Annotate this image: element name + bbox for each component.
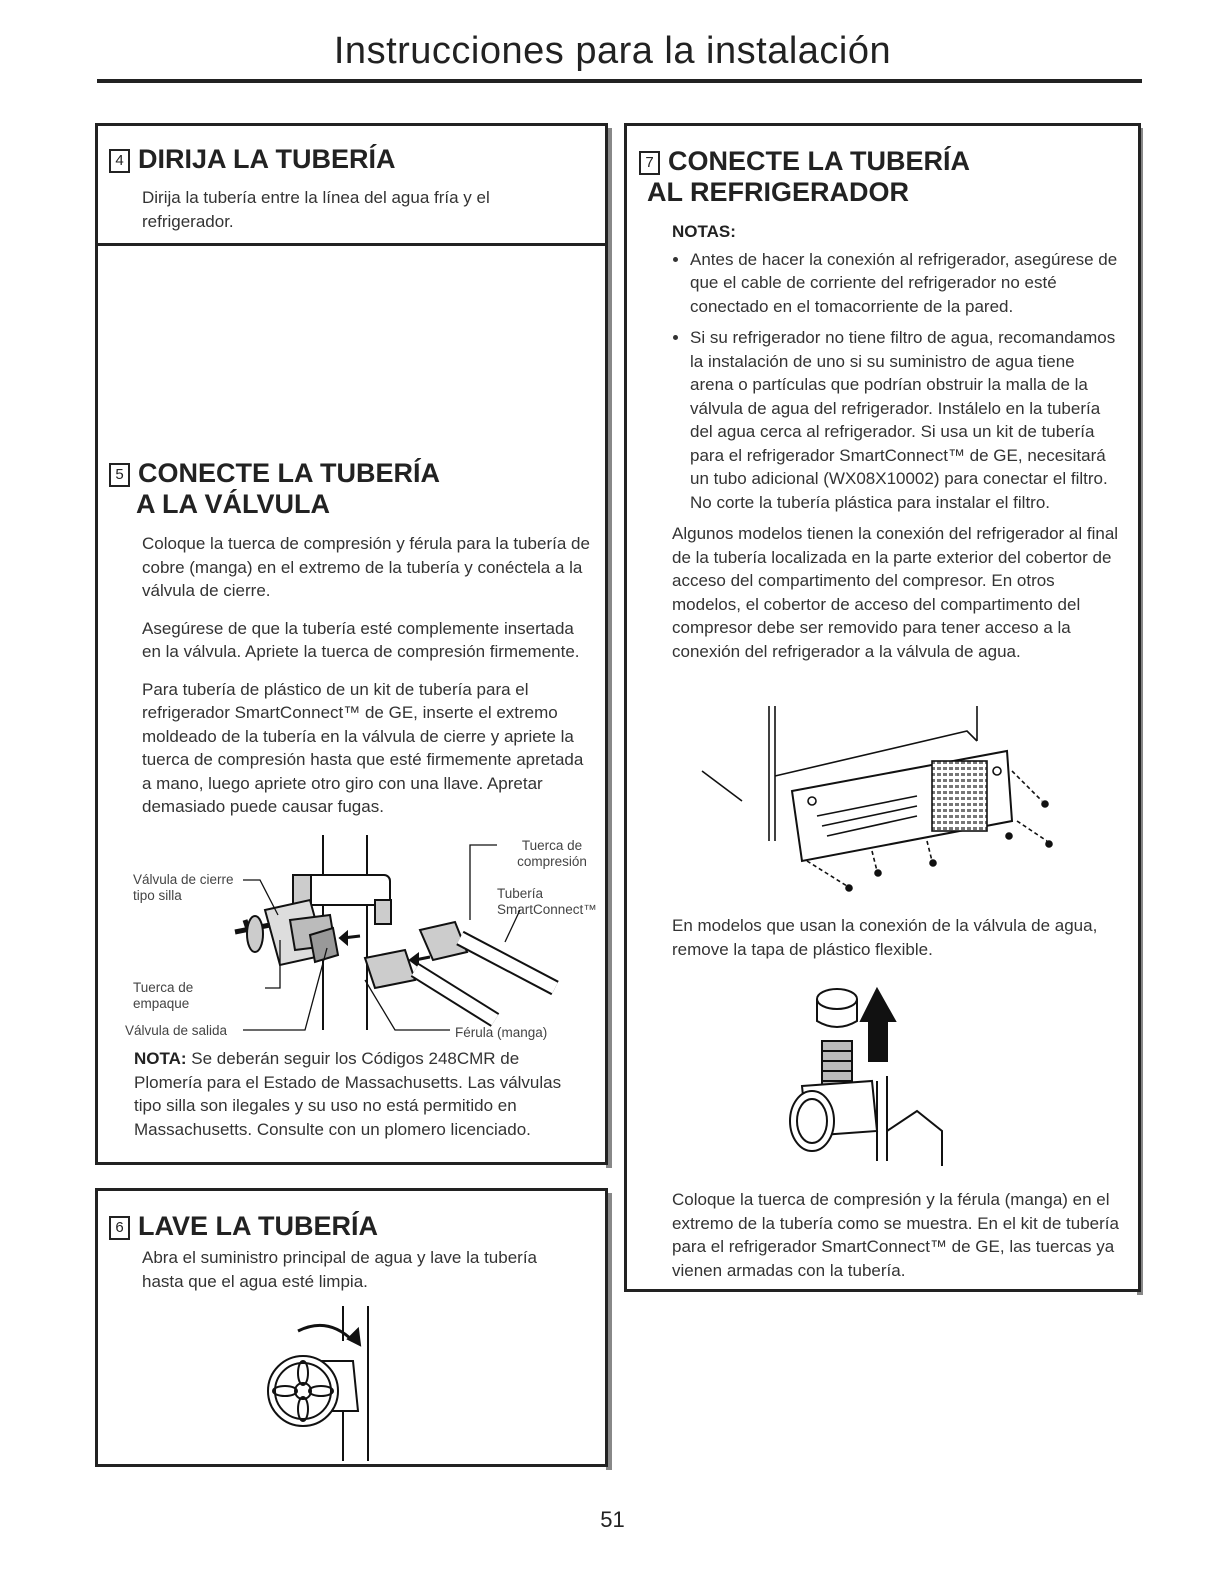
step5-note-label: NOTA: [134, 1049, 187, 1068]
step7-title-line1: CONECTE LA TUBERÍA [668, 146, 970, 176]
step5-title-line2: A LA VÁLVULA [136, 489, 330, 519]
step6-title [109, 1211, 378, 1242]
step6-title-text: LAVE LA TUBERÍA [138, 1211, 378, 1241]
step6-box [95, 1188, 608, 1467]
page-title: Instrucciones para la instalación [333, 30, 892, 72]
step5-p3: Para tubería de plástico de un kit de tubería para el refrigerador SmartConnect™ de GE, inserte el extremo moldeado de la tubería en la válvula de cierre y apriete la tuerca de compresión hasta que esté firmemente apretada a mano, luego apriete otro giro con una llave. Apretar demasiado puede causar fugas. [142, 679, 584, 816]
step5-title [109, 458, 440, 520]
step6-body [142, 1246, 582, 1301]
step4-number: 4 [109, 149, 130, 173]
compressor-cover-diagram [697, 701, 1077, 901]
step7-title [639, 146, 970, 208]
step4-p1: Dirija la tubería entre la línea del agua fría y el refrigerador. [142, 188, 490, 231]
step5-title-line1: CONECTE LA TUBERÍA [138, 458, 440, 488]
label-packing-nut: Tuerca de empaque [133, 980, 194, 1011]
step5-body [142, 532, 597, 827]
label-outlet-valve: Válvula de salida [125, 1023, 228, 1038]
label-saddle-valve: Válvula de cierre tipo silla [133, 872, 234, 903]
step5-note [134, 1047, 589, 1141]
page-number: 51 [600, 1507, 625, 1532]
step5-number: 5 [109, 463, 130, 487]
flush-valve-icon [258, 1301, 408, 1461]
step5-p2: Asegúrese de que la tubería esté complemente insertada en la válvula. Apriete la tuerca de compresión firmemente. [142, 618, 580, 661]
step7-p2: En modelos que usan la conexión de la válvula de agua, remove la tapa de plástico flexible. [672, 916, 1098, 959]
step7-title-line2: AL REFRIGERADOR [647, 177, 910, 207]
step7-p1: Algunos modelos tienen la conexión del refrigerador al final de la tubería localizada en la parte exterior del cobertor de acceso del compartimento del compresor. En otros modelos, el cobertor de acceso del compartimento del compresor debe ser removido para tener acceso a la conexión del refrigerador a la válvula de agua. [672, 524, 1119, 661]
step7-body [672, 220, 1122, 671]
step7-note-2: • Si su refrigerador no tiene filtro de agua, recomandamos la instalación de uno si su suministro de agua tiene arena o partículas que podrían obstruir la malla de la válvula de agua del refrigerador. Instálelo en la tubería del agua cerca al refrigerador. Si usa un kit de tubería para el refrigerador SmartConnect™ de GE, necesitará un tubo adicional (WX08X10002) para conectar el filtro. No corte la tubería plástica para instalar el filtro. [690, 326, 1122, 514]
label-compression-nut: Tuerca de compresión [517, 838, 587, 869]
label-smartconnect-tubing: Tubería SmartConnect™ [497, 886, 597, 917]
step7-p2-wrap [672, 914, 1122, 969]
label-ferrule: Férula (manga) [455, 1025, 548, 1040]
step4-title-text: DIRIJA LA TUBERÍA [138, 144, 396, 174]
step6-p1: Abra el suministro principal de agua y lave la tubería hasta que el agua esté limpia. [142, 1248, 537, 1291]
step7-notes-heading: NOTAS: [672, 222, 736, 241]
step7-number: 7 [639, 151, 660, 175]
step5-note-text: Se deberán seguir los Códigos 248CMR de Plomería para el Estado de Massachusetts. Las válvulas tipo silla son ilegales y su uso no está permitido en Massachusetts. Consulte con un plomero licenciado. [134, 1049, 562, 1139]
title-rule [97, 79, 1142, 83]
step7-note-1: • Antes de hacer la conexión al refrigerador, asegúrese de que el cable de corriente del refrigerador no esté conectado en el tomacorriente de la pared. [690, 248, 1122, 319]
step7-p3: Coloque la tuerca de compresión y la férula (manga) en el extremo de la tubería como se muestra. En el kit de tubería para el refrigerador SmartConnect™ de GE, las tuercas ya vienen armadas con la tubería. [672, 1190, 1119, 1280]
water-valve-cap-diagram [777, 981, 977, 1171]
step4-title [109, 144, 396, 175]
step5-p1: Coloque la tuerca de compresión y férula para la tubería de cobre (manga) en el extremo de la tubería y conéctela a la válvula de cierre. [142, 534, 590, 600]
step7-box [624, 123, 1141, 1292]
step7-p3-wrap [672, 1188, 1122, 1290]
step6-number: 6 [109, 1216, 130, 1240]
saddle-valve-diagram [95, 820, 608, 1040]
step7-notes-list [672, 248, 1122, 515]
